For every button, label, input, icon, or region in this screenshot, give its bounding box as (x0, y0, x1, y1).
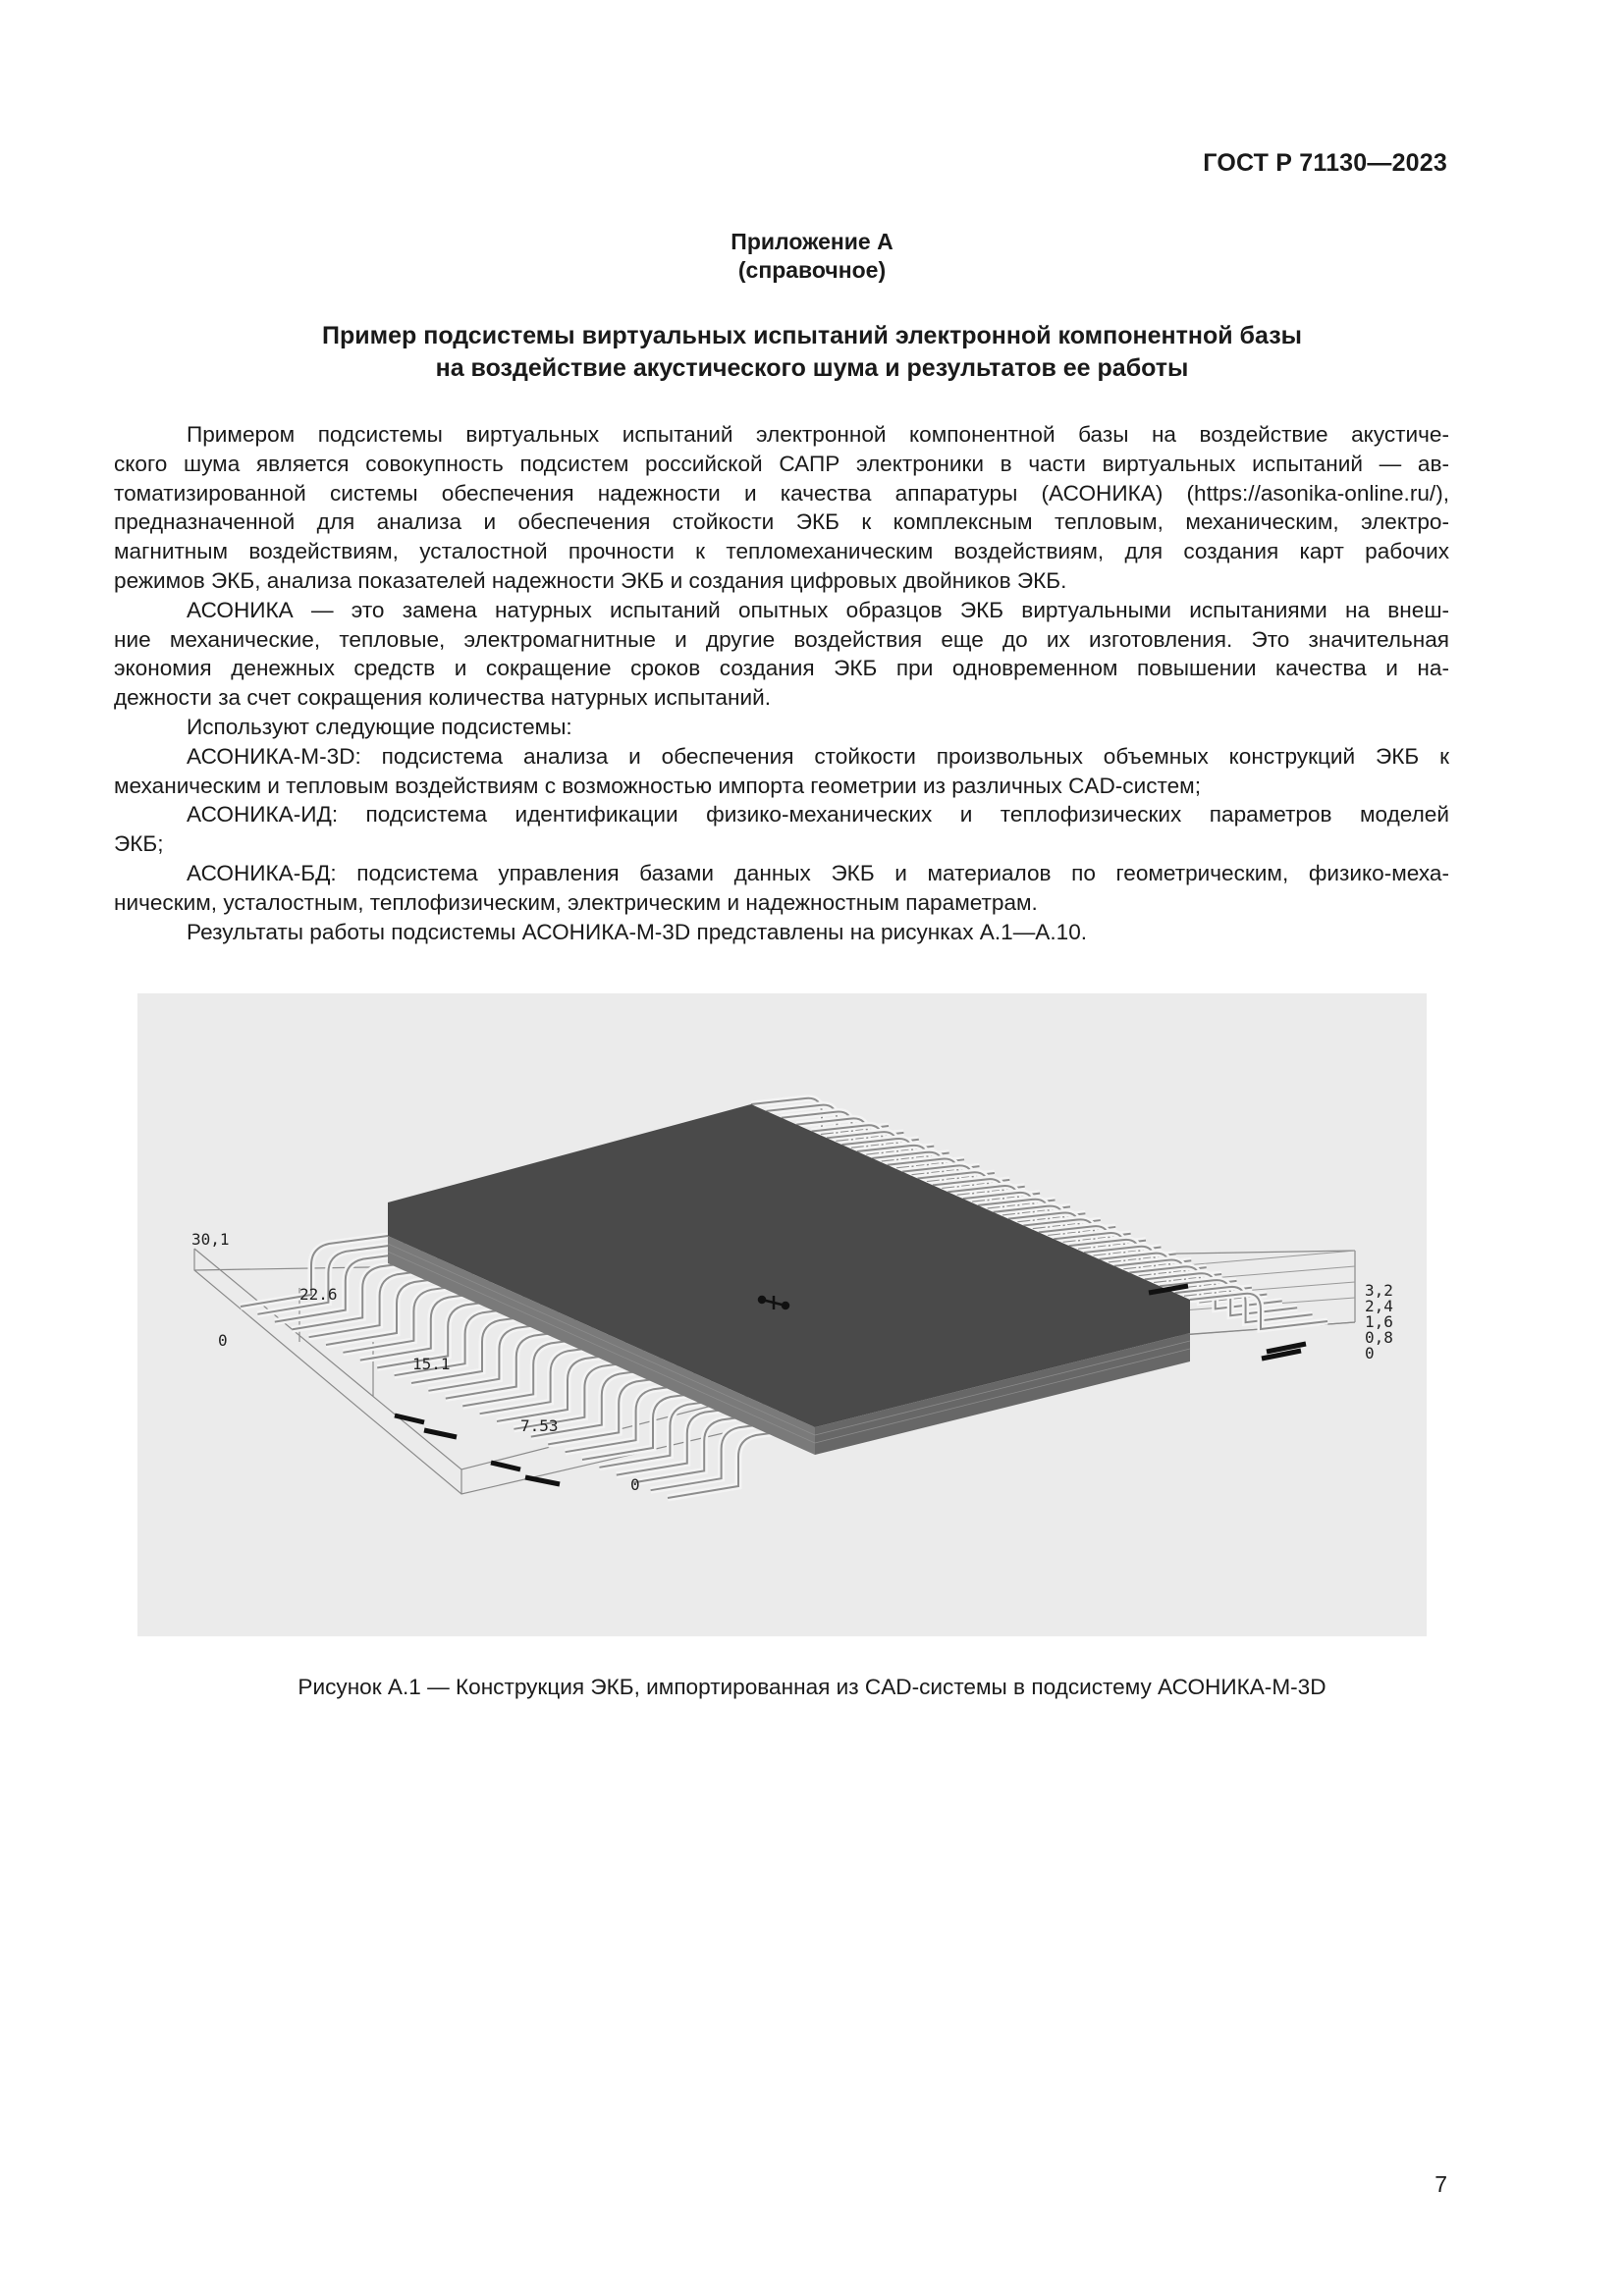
appendix-label: Приложение А (731, 229, 893, 254)
text-line: механическим и тепловым воздействиям с возможностью импорта геометрии из различных CAD-систем; (114, 773, 1201, 798)
text-line: Примером подсистемы виртуальных испытаний электронной компонентной базы на воздействие акустиче- (187, 422, 1449, 447)
right-axis-tick: 0 (1365, 1344, 1375, 1362)
left-axis-tick: 15.1 (412, 1355, 451, 1373)
paragraph-7 (114, 918, 1449, 947)
text-line: ЭКБ; (114, 831, 164, 857)
title-line-1: Пример подсистемы виртуальных испытаний электронной компонентной базы (322, 322, 1302, 349)
component-3d-view (137, 993, 1427, 1636)
text-line: предназначенной для анализа и обеспечения стойкости ЭКБ к комплексным тепловым, механическим, электро- (114, 509, 1449, 535)
text-line: ние механические, тепловые, электромагнитные и другие воздействия еще до их изготовления. Это значительная (114, 626, 1449, 652)
paragraph-6 (114, 859, 1449, 918)
text-line: дежности за счет сокращения количества натурных испытаний. (114, 685, 771, 711)
text-line: Используют следующие подсистемы: (187, 714, 572, 739)
text-line: АСОНИКА-БД: подсистема управления базами данных ЭКБ и материалов по геометрическим, физико-меха- (187, 860, 1449, 885)
title-line-2: на воздействие акустического шума и результатов ее работы (435, 354, 1189, 382)
text-line: АСОНИКА-М-3D: подсистема анализа и обеспечения стойкости произвольных объемных конструкций ЭКБ к (187, 743, 1449, 769)
paragraph-1 (114, 420, 1449, 596)
appendix-heading (0, 228, 1624, 285)
figure-caption: Рисунок А.1 — Конструкция ЭКБ, импортированная из CAD-системы в подсистему АСОНИКА-М-3D (298, 1675, 1326, 1699)
figure-a1-cad-model (137, 993, 1427, 1636)
right-axis-tick: 2,4 (1365, 1297, 1393, 1315)
left-axis-tick: 22.6 (299, 1285, 338, 1304)
right-axis-tick: 3,2 (1365, 1281, 1393, 1300)
left-axis-tick: 30,1 (191, 1230, 230, 1249)
appendix-kind: (справочное) (737, 257, 887, 283)
text-line: ническим, усталостным, теплофизическим, электрическим и надежностным параметрам. (114, 889, 1038, 915)
text-line: АСОНИКА-ИД: подсистема идентификации физико-механических и теплофизических параметров моделей (187, 802, 1449, 828)
page-number: 7 (1435, 2171, 1447, 2197)
left-axis-tick: 0 (218, 1331, 228, 1350)
text-line: режимов ЭКБ, анализа показателей надежности ЭКБ и создания цифровых двойников ЭКБ. (114, 567, 1067, 593)
text-line: магнитным воздействиям, усталостной прочности к тепломеханическим воздействиям, для создания карт рабочих (114, 539, 1449, 564)
right-axis-tick: 0,8 (1365, 1328, 1393, 1347)
text-line: АСОНИКА — это замена натурных испытаний опытных образцов ЭКБ виртуальными испытаниями на внеш- (187, 597, 1449, 622)
right-axis-tick: 1,6 (1365, 1312, 1393, 1331)
standard-code: ГОСТ Р 71130—2023 (1203, 149, 1447, 177)
paragraph-4 (114, 742, 1449, 801)
paragraph-5 (114, 800, 1449, 859)
left-axis-tick: 0 (630, 1475, 640, 1494)
paragraph-3 (114, 713, 1449, 742)
paragraph-2 (114, 596, 1449, 713)
text-line: экономия денежных средств и сокращение сроков создания ЭКБ при одновременном повышении качества и на- (114, 656, 1449, 681)
appendix-title (0, 320, 1624, 385)
text-line: Результаты работы подсистемы АСОНИКА-М-3D представлены на рисунках А.1—А.10. (187, 919, 1088, 944)
left-axis-tick: 7.53 (520, 1416, 559, 1435)
text-line: ского шума является совокупность подсистем российской САПР электроники в части виртуальных испытаний — ав- (114, 451, 1449, 476)
body-text (114, 420, 1449, 946)
text-line: томатизированной системы обеспечения надежности и качества аппаратуры (АСОНИКА) (https://asonika-online.ru/), (114, 480, 1449, 506)
